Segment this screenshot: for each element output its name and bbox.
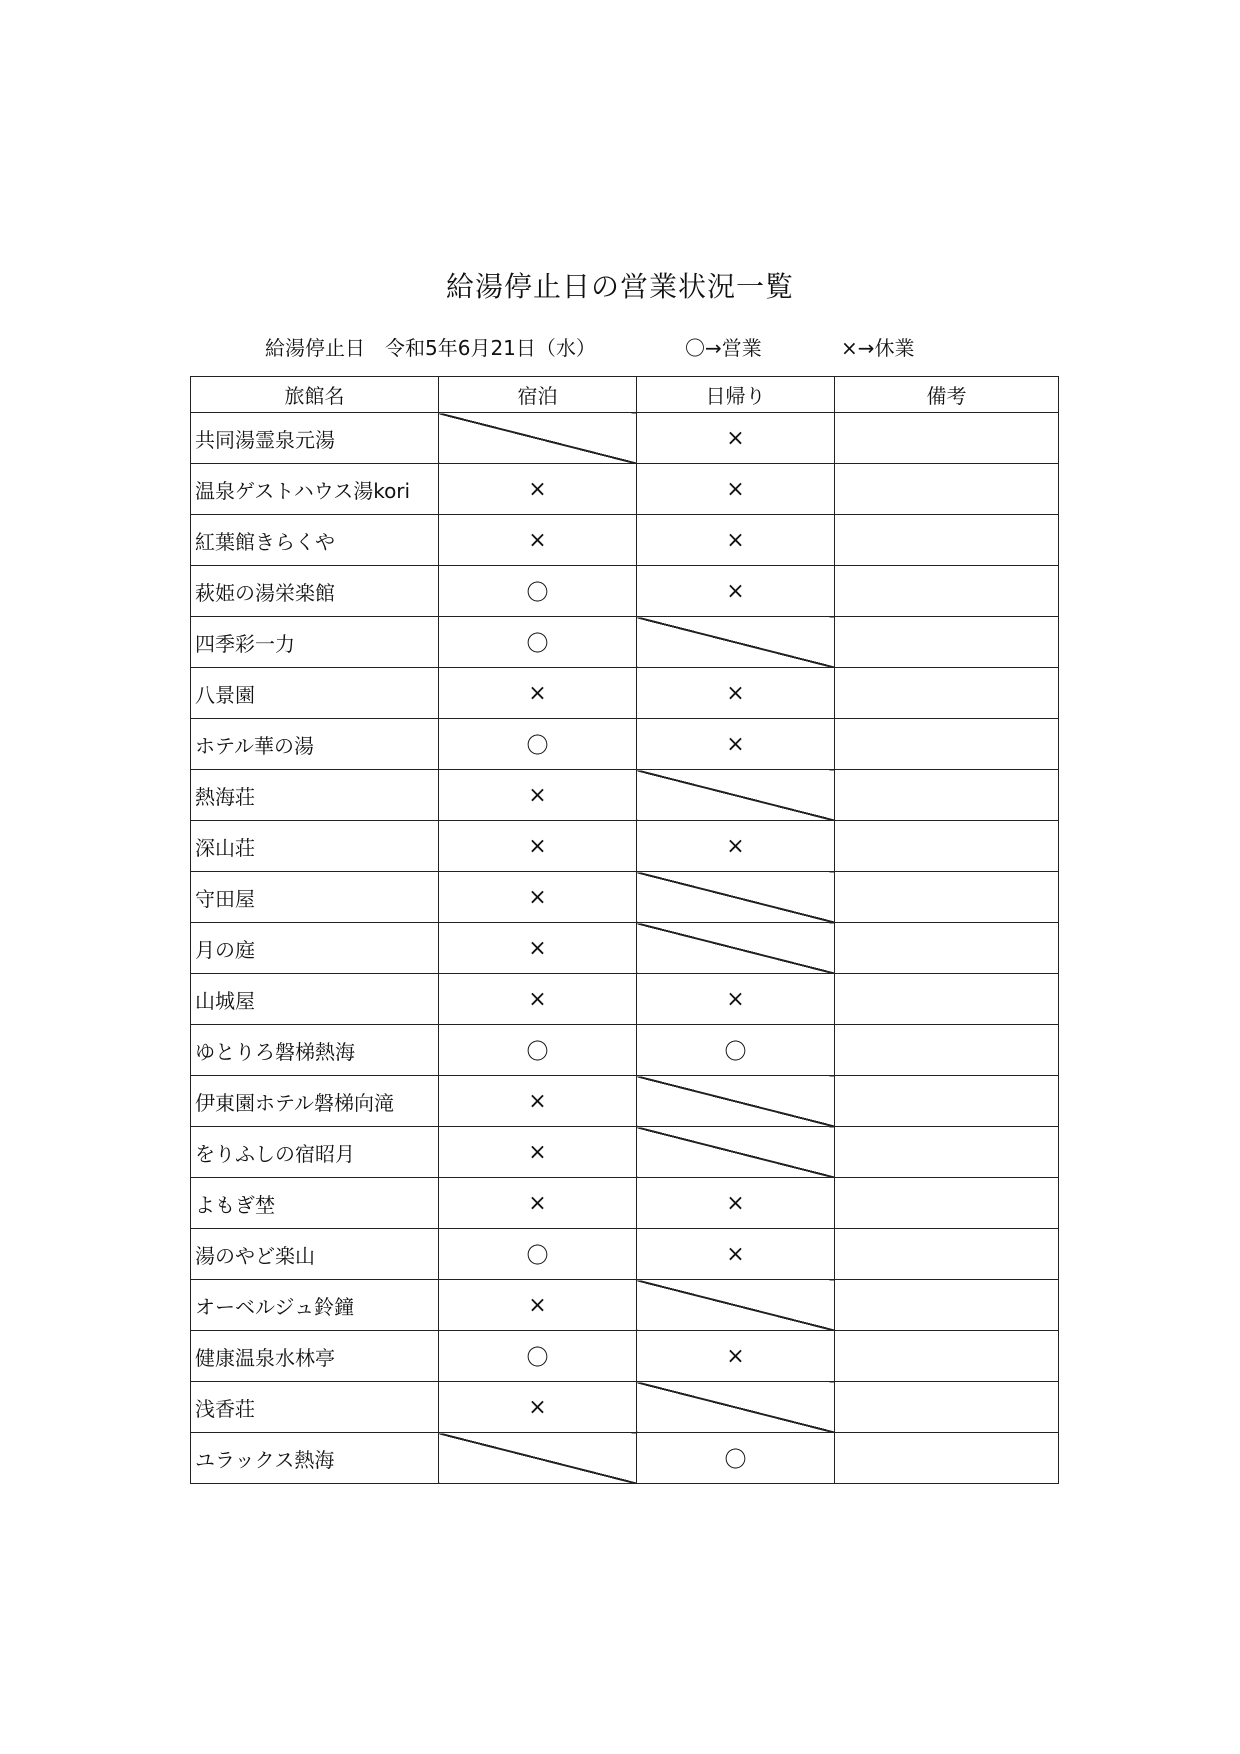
inn-name: 萩姫の湯栄楽館	[191, 566, 439, 617]
daytrip-status: ×	[637, 974, 835, 1025]
daytrip-status: 〇	[637, 1433, 835, 1484]
note-cell	[835, 617, 1059, 668]
inn-name: 月の庭	[191, 923, 439, 974]
stay-status: ×	[439, 1178, 637, 1229]
stay-status: ×	[439, 923, 637, 974]
note-cell	[835, 464, 1059, 515]
inn-name: 四季彩一力	[191, 617, 439, 668]
note-cell	[835, 1382, 1059, 1433]
daytrip-status: ×	[637, 566, 835, 617]
table-row	[191, 1178, 1059, 1229]
inn-name: をりふしの宿昭月	[191, 1127, 439, 1178]
stay-status: ×	[439, 1127, 637, 1178]
inn-name: 温泉ゲストハウス湯kori	[191, 464, 439, 515]
stay-status	[439, 413, 637, 464]
inn-name: 浅香荘	[191, 1382, 439, 1433]
note-cell	[835, 872, 1059, 923]
legend-open: 〇→営業	[685, 336, 762, 360]
stay-status: 〇	[439, 566, 637, 617]
daytrip-status: 〇	[637, 1025, 835, 1076]
note-cell	[835, 668, 1059, 719]
table-row	[191, 515, 1059, 566]
stay-status: 〇	[439, 617, 637, 668]
note-cell	[835, 413, 1059, 464]
note-cell	[835, 1280, 1059, 1331]
inn-name: 深山荘	[191, 821, 439, 872]
table-row	[191, 719, 1059, 770]
inn-name: 紅葉館きらくや	[191, 515, 439, 566]
note-cell	[835, 974, 1059, 1025]
stay-status: 〇	[439, 1331, 637, 1382]
inn-name: 守田屋	[191, 872, 439, 923]
table-row	[191, 464, 1059, 515]
table-row	[191, 1280, 1059, 1331]
legend-closed: ×→休業	[841, 336, 915, 360]
stay-status: ×	[439, 464, 637, 515]
table-row	[191, 923, 1059, 974]
table-row	[191, 1331, 1059, 1382]
stay-status: ×	[439, 821, 637, 872]
daytrip-status	[637, 923, 835, 974]
note-cell	[835, 1076, 1059, 1127]
table-row	[191, 872, 1059, 923]
stay-status: ×	[439, 1382, 637, 1433]
note-cell	[835, 821, 1059, 872]
inn-name: 山城屋	[191, 974, 439, 1025]
daytrip-status: ×	[637, 1331, 835, 1382]
table-row	[191, 1382, 1059, 1433]
daytrip-status	[637, 770, 835, 821]
note-cell	[835, 1331, 1059, 1382]
note-cell	[835, 770, 1059, 821]
header-name: 旅館名	[191, 377, 439, 413]
table-row	[191, 974, 1059, 1025]
inn-name: 健康温泉水林亭	[191, 1331, 439, 1382]
inn-name: ゆとりろ磐梯熱海	[191, 1025, 439, 1076]
daytrip-status: ×	[637, 821, 835, 872]
stay-status: ×	[439, 1076, 637, 1127]
note-cell	[835, 1178, 1059, 1229]
daytrip-status	[637, 617, 835, 668]
note-cell	[835, 1025, 1059, 1076]
inn-name: 八景園	[191, 668, 439, 719]
stay-status: 〇	[439, 719, 637, 770]
table-row	[191, 617, 1059, 668]
status-table	[190, 376, 1059, 1484]
stay-status: ×	[439, 872, 637, 923]
daytrip-status: ×	[637, 668, 835, 719]
daytrip-status: ×	[637, 515, 835, 566]
inn-name: 共同湯霊泉元湯	[191, 413, 439, 464]
table-row	[191, 1229, 1059, 1280]
stay-status: ×	[439, 974, 637, 1025]
table-row	[191, 770, 1059, 821]
note-cell	[835, 1433, 1059, 1484]
table-body	[191, 413, 1059, 1484]
header-day: 日帰り	[637, 377, 835, 413]
daytrip-status: ×	[637, 1229, 835, 1280]
note-cell	[835, 566, 1059, 617]
note-cell	[835, 1229, 1059, 1280]
table-row	[191, 821, 1059, 872]
daytrip-status: ×	[637, 464, 835, 515]
table-row	[191, 1025, 1059, 1076]
daytrip-status	[637, 1382, 835, 1433]
table-row	[191, 566, 1059, 617]
daytrip-status: ×	[637, 719, 835, 770]
daytrip-status	[637, 1280, 835, 1331]
header-row	[191, 377, 1059, 413]
table-row	[191, 1076, 1059, 1127]
header-note: 備考	[835, 377, 1059, 413]
daytrip-status	[637, 1076, 835, 1127]
table-row	[191, 668, 1059, 719]
inn-name: ユラックス熱海	[191, 1433, 439, 1484]
stay-status: 〇	[439, 1025, 637, 1076]
inn-name: 湯のやど楽山	[191, 1229, 439, 1280]
inn-name: 熱海荘	[191, 770, 439, 821]
inn-name: ホテル華の湯	[191, 719, 439, 770]
stay-status: ×	[439, 515, 637, 566]
note-cell	[835, 1127, 1059, 1178]
header-stay: 宿泊	[439, 377, 637, 413]
note-cell	[835, 923, 1059, 974]
daytrip-status	[637, 872, 835, 923]
stay-status: 〇	[439, 1229, 637, 1280]
page-title: 給湯停止日の営業状況一覧	[445, 270, 794, 303]
inn-name: 伊東園ホテル磐梯向滝	[191, 1076, 439, 1127]
daytrip-status	[637, 1127, 835, 1178]
daytrip-status: ×	[637, 1178, 835, 1229]
table-row	[191, 1127, 1059, 1178]
table-row	[191, 413, 1059, 464]
inn-name: よもぎ埜	[191, 1178, 439, 1229]
stay-status	[439, 1433, 637, 1484]
stay-status: ×	[439, 770, 637, 821]
inn-name: オーベルジュ鈴鐘	[191, 1280, 439, 1331]
daytrip-status: ×	[637, 413, 835, 464]
note-cell	[835, 515, 1059, 566]
stay-status: ×	[439, 1280, 637, 1331]
table-row	[191, 1433, 1059, 1484]
suspension-date-label: 給湯停止日 令和5年6月21日（水）	[265, 336, 596, 360]
stay-status: ×	[439, 668, 637, 719]
note-cell	[835, 719, 1059, 770]
